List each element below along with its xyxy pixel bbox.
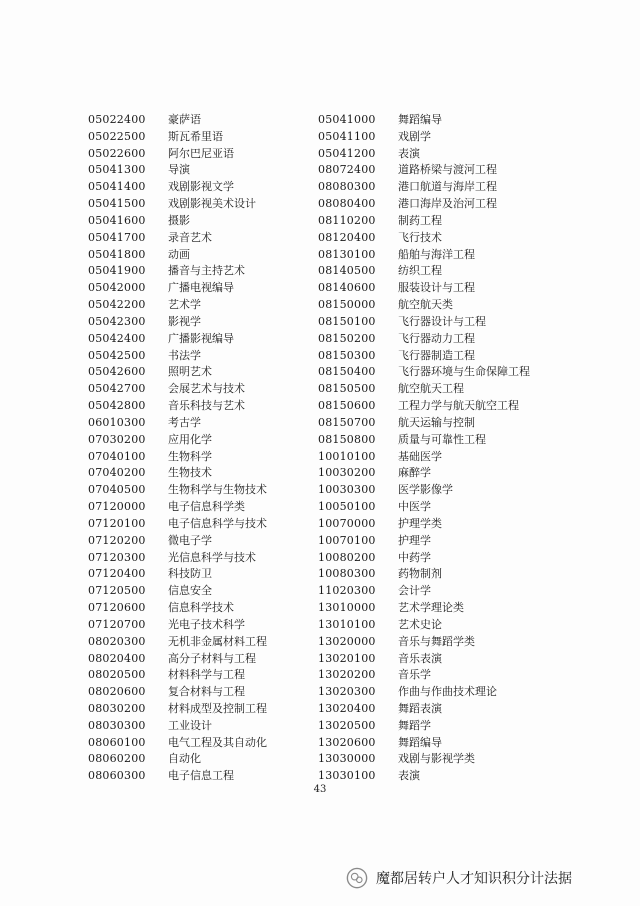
major-name: 护理学类 <box>398 516 442 530</box>
table-row <box>318 381 530 398</box>
major-code: 13020100 <box>318 651 376 665</box>
table-row <box>88 381 267 398</box>
table-row <box>318 634 530 651</box>
major-code: 08150700 <box>318 415 376 429</box>
major-code: 08060200 <box>88 752 146 766</box>
table-row <box>318 701 530 718</box>
major-code: 10080200 <box>318 550 376 564</box>
major-name: 港口航道与海岸工程 <box>398 180 497 194</box>
table-row <box>88 415 267 432</box>
major-code: 08150800 <box>318 432 376 446</box>
major-name: 材料科学与工程 <box>168 668 245 682</box>
table-row <box>318 768 530 785</box>
major-name: 服装设计与工程 <box>398 281 475 295</box>
major-code: 13030000 <box>318 752 376 766</box>
major-name: 纺织工程 <box>398 264 442 278</box>
major-name: 会展艺术与技术 <box>168 382 245 396</box>
major-name: 微电子学 <box>168 533 212 547</box>
table-row <box>318 432 530 449</box>
major-name: 飞行技术 <box>398 230 442 244</box>
table-row <box>88 449 267 466</box>
table-row <box>88 667 267 684</box>
major-name: 制药工程 <box>398 213 442 227</box>
major-name: 光信息科学与技术 <box>168 550 256 564</box>
major-code: 05041300 <box>88 163 146 177</box>
major-code: 05042200 <box>88 298 146 312</box>
major-code: 05042700 <box>88 382 146 396</box>
major-name: 艺术学理论类 <box>398 601 464 615</box>
major-code: 08020600 <box>88 685 146 699</box>
major-name: 自动化 <box>168 752 201 766</box>
major-code: 08130100 <box>318 247 376 261</box>
major-name: 高分子材料与工程 <box>168 651 256 665</box>
table-row <box>88 566 267 583</box>
table-row <box>88 398 267 415</box>
major-code: 08150000 <box>318 298 376 312</box>
table-row <box>88 684 267 701</box>
major-code: 05042400 <box>88 331 146 345</box>
major-name: 广播影视编导 <box>168 331 234 345</box>
major-name: 信息安全 <box>168 584 212 598</box>
table-row <box>318 179 530 196</box>
major-code: 10030300 <box>318 483 376 497</box>
major-name: 动画 <box>168 247 190 261</box>
major-name: 信息科学技术 <box>168 601 234 615</box>
major-name: 工业设计 <box>168 718 212 732</box>
table-row <box>318 482 530 499</box>
major-code: 06010300 <box>88 415 146 429</box>
major-code: 07040200 <box>88 466 146 480</box>
major-name: 电气工程及其自动化 <box>168 735 267 749</box>
major-name: 材料成型及控制工程 <box>168 701 267 715</box>
major-code: 05041000 <box>318 113 376 126</box>
table-row <box>88 213 267 230</box>
major-code: 08150100 <box>318 314 376 328</box>
major-name: 船舶与海洋工程 <box>398 247 475 261</box>
major-name: 会计学 <box>398 584 431 598</box>
major-code: 05042300 <box>88 314 146 328</box>
major-name: 戏剧与影视学类 <box>398 752 475 766</box>
table-row <box>318 196 530 213</box>
watermark-text: 魔都居转户人才知识积分计法据 <box>376 871 572 887</box>
table-row <box>88 768 267 785</box>
watermark <box>346 866 572 890</box>
major-name: 音乐科技与艺术 <box>168 399 245 413</box>
table-row <box>88 196 267 213</box>
major-code: 13010100 <box>318 617 376 631</box>
table-row <box>88 617 267 634</box>
major-name: 飞行器制造工程 <box>398 348 475 362</box>
major-code: 08150600 <box>318 399 376 413</box>
major-code: 05042600 <box>88 365 146 379</box>
major-code: 08030300 <box>88 718 146 732</box>
major-code: 07120300 <box>88 550 146 564</box>
major-name: 应用化学 <box>168 432 212 446</box>
major-code: 05042500 <box>88 348 146 362</box>
table-row <box>88 600 267 617</box>
major-code: 07120700 <box>88 617 146 631</box>
major-name: 音乐学 <box>398 668 431 682</box>
table-row <box>88 651 267 668</box>
major-name: 飞行器动力工程 <box>398 331 475 345</box>
major-name: 戏剧学 <box>398 129 431 143</box>
table-row <box>318 162 530 179</box>
major-name: 斯瓦希里语 <box>168 129 223 143</box>
table-row <box>318 314 530 331</box>
table-row <box>88 247 267 264</box>
table-row <box>318 465 530 482</box>
table-row <box>88 751 267 768</box>
table-row <box>318 263 530 280</box>
major-name: 光电子技术科学 <box>168 617 245 631</box>
table-row <box>318 600 530 617</box>
major-code: 05042800 <box>88 399 146 413</box>
major-code: 05041500 <box>88 197 146 211</box>
major-code: 08140500 <box>318 264 376 278</box>
table-row <box>318 516 530 533</box>
major-code: 08110200 <box>318 213 376 227</box>
table-row <box>88 348 267 365</box>
table-row <box>318 583 530 600</box>
major-name: 导演 <box>168 163 190 177</box>
major-name: 生物科学 <box>168 449 212 463</box>
table-row <box>318 684 530 701</box>
major-name: 艺术史论 <box>398 617 442 631</box>
table-row <box>318 651 530 668</box>
major-code: 13010000 <box>318 601 376 615</box>
table-row <box>318 735 530 752</box>
major-name: 科技防卫 <box>168 567 212 581</box>
major-name: 摄影 <box>168 213 190 227</box>
major-name: 飞行器设计与工程 <box>398 314 486 328</box>
major-code: 05041800 <box>88 247 146 261</box>
table-row <box>88 314 267 331</box>
major-name: 生物科学与生物技术 <box>168 483 267 497</box>
major-name: 工程力学与航天航空工程 <box>398 399 519 413</box>
major-name: 影视学 <box>168 314 201 328</box>
table-row <box>88 735 267 752</box>
major-code: 08060100 <box>88 735 146 749</box>
table-row <box>88 112 267 129</box>
major-code: 11020300 <box>318 584 376 598</box>
major-code: 08150500 <box>318 382 376 396</box>
table-row <box>88 550 267 567</box>
major-name: 播音与主持艺术 <box>168 264 245 278</box>
major-code: 08150300 <box>318 348 376 362</box>
major-code: 08120400 <box>318 230 376 244</box>
major-code: 05041600 <box>88 213 146 227</box>
major-code: 05041900 <box>88 264 146 278</box>
major-name: 麻醉学 <box>398 466 431 480</box>
table-row <box>318 566 530 583</box>
table-row <box>88 179 267 196</box>
major-code: 10030200 <box>318 466 376 480</box>
major-name: 基础医学 <box>398 449 442 463</box>
major-code: 07120600 <box>88 601 146 615</box>
major-code: 07030200 <box>88 432 146 446</box>
table-row <box>88 162 267 179</box>
major-name: 照明艺术 <box>168 365 212 379</box>
table-row <box>318 213 530 230</box>
major-name: 表演 <box>398 146 420 160</box>
right-column <box>318 112 530 785</box>
table-row <box>88 331 267 348</box>
major-name: 中药学 <box>398 550 431 564</box>
major-name: 豪萨语 <box>168 113 201 126</box>
table-row <box>88 482 267 499</box>
major-name: 飞行器环境与生命保障工程 <box>398 365 530 379</box>
wechat-icon <box>346 867 368 889</box>
table-row <box>88 364 267 381</box>
major-name: 药物制剂 <box>398 567 442 581</box>
table-row <box>318 348 530 365</box>
table-row <box>318 533 530 550</box>
major-code: 05042000 <box>88 281 146 295</box>
major-code: 10070000 <box>318 516 376 530</box>
major-code: 13020400 <box>318 701 376 715</box>
major-name: 作曲与作曲技术理论 <box>398 685 497 699</box>
table-row <box>318 129 530 146</box>
major-code: 10070100 <box>318 533 376 547</box>
major-name: 中医学 <box>398 500 431 514</box>
table-row <box>318 718 530 735</box>
major-name: 港口海岸及治河工程 <box>398 197 497 211</box>
table-row <box>88 533 267 550</box>
major-code: 13020300 <box>318 685 376 699</box>
major-code: 10080300 <box>318 567 376 581</box>
major-code: 07120500 <box>88 584 146 598</box>
table-row <box>318 280 530 297</box>
major-name: 电子信息科学与技术 <box>168 516 267 530</box>
major-name: 舞蹈编导 <box>398 113 442 126</box>
table-row <box>318 247 530 264</box>
table-row <box>88 263 267 280</box>
major-name: 音乐与舞蹈学类 <box>398 634 475 648</box>
table-row <box>88 718 267 735</box>
table-row <box>318 751 530 768</box>
major-name: 戏剧影视美术设计 <box>168 197 256 211</box>
major-name: 生物技术 <box>168 466 212 480</box>
major-name: 音乐表演 <box>398 651 442 665</box>
page-number: 43 <box>313 784 327 795</box>
table-row <box>318 230 530 247</box>
major-code: 10050100 <box>318 500 376 514</box>
table-row <box>318 146 530 163</box>
major-name: 电子信息科学类 <box>168 500 245 514</box>
major-name: 舞蹈学 <box>398 718 431 732</box>
major-code: 05022400 <box>88 113 146 126</box>
major-name: 航天运输与控制 <box>398 415 475 429</box>
table-row <box>318 398 530 415</box>
table-row <box>88 583 267 600</box>
table-row <box>318 415 530 432</box>
table-row <box>88 465 267 482</box>
table-row <box>88 230 267 247</box>
major-code: 05041700 <box>88 230 146 244</box>
major-code: 07040500 <box>88 483 146 497</box>
major-name: 航空航天类 <box>398 298 453 312</box>
major-code: 07120000 <box>88 500 146 514</box>
major-code: 07040100 <box>88 449 146 463</box>
major-name: 阿尔巴尼亚语 <box>168 146 234 160</box>
table-row <box>318 364 530 381</box>
major-code: 13020500 <box>318 718 376 732</box>
major-code: 08150200 <box>318 331 376 345</box>
major-code: 08030200 <box>88 701 146 715</box>
major-name: 复合材料与工程 <box>168 685 245 699</box>
major-name: 艺术学 <box>168 298 201 312</box>
major-name: 表演 <box>398 769 420 783</box>
table-row <box>318 617 530 634</box>
table-row <box>318 499 530 516</box>
major-code: 13020200 <box>318 668 376 682</box>
major-code: 05022600 <box>88 146 146 160</box>
table-row <box>88 432 267 449</box>
major-name: 舞蹈编导 <box>398 735 442 749</box>
major-code: 07120100 <box>88 516 146 530</box>
table-row <box>88 297 267 314</box>
table-row <box>88 516 267 533</box>
table-row <box>318 449 530 466</box>
left-column <box>88 112 267 785</box>
major-name: 广播电视编导 <box>168 281 234 295</box>
major-code: 05041400 <box>88 180 146 194</box>
table-row <box>318 297 530 314</box>
major-code: 13020600 <box>318 735 376 749</box>
major-name: 航空航天工程 <box>398 382 464 396</box>
major-code: 08080400 <box>318 197 376 211</box>
table-row <box>88 701 267 718</box>
major-name: 道路桥梁与渡河工程 <box>398 163 497 177</box>
table-row <box>88 146 267 163</box>
major-code: 08072400 <box>318 163 376 177</box>
major-code: 08150400 <box>318 365 376 379</box>
table-row <box>318 667 530 684</box>
major-name: 护理学 <box>398 533 431 547</box>
major-code: 08020500 <box>88 668 146 682</box>
major-code: 13020000 <box>318 634 376 648</box>
major-name: 医学影像学 <box>398 483 453 497</box>
major-code: 10010100 <box>318 449 376 463</box>
table-row <box>88 280 267 297</box>
table-row <box>88 499 267 516</box>
major-code: 08060300 <box>88 769 146 783</box>
table-row <box>318 331 530 348</box>
table-row <box>88 634 267 651</box>
major-name: 录音艺术 <box>168 230 212 244</box>
major-name: 戏剧影视文学 <box>168 180 234 194</box>
major-code: 08020300 <box>88 634 146 648</box>
table-row <box>318 550 530 567</box>
major-code: 05041200 <box>318 146 376 160</box>
major-name: 电子信息工程 <box>168 769 234 783</box>
major-code: 05022500 <box>88 129 146 143</box>
major-name: 考古学 <box>168 415 201 429</box>
major-code: 05041100 <box>318 129 376 143</box>
table-row <box>318 112 530 129</box>
major-name: 书法学 <box>168 348 201 362</box>
major-code: 07120400 <box>88 567 146 581</box>
major-name: 无机非金属材料工程 <box>168 634 267 648</box>
major-code: 07120200 <box>88 533 146 547</box>
table-row <box>88 129 267 146</box>
major-name: 舞蹈表演 <box>398 701 442 715</box>
major-name: 质量与可靠性工程 <box>398 432 486 446</box>
major-code: 13030100 <box>318 769 376 783</box>
major-code: 08140600 <box>318 281 376 295</box>
major-code: 08020400 <box>88 651 146 665</box>
major-code: 08080300 <box>318 180 376 194</box>
